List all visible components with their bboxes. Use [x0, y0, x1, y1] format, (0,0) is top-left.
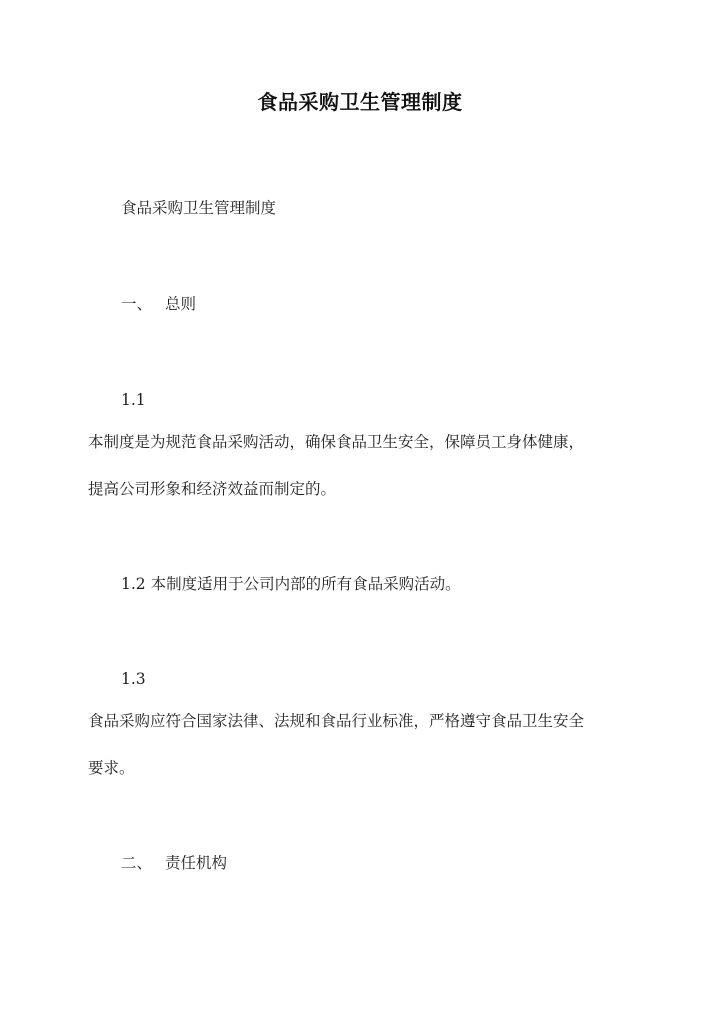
clause-1-1-line-1: 本制度是为规范食品采购活动，确保食品卫生安全，保障员工身体健康，: [88, 433, 585, 451]
clause-1-1-line-2: 提高公司形象和经济效益而制定的。: [88, 480, 337, 498]
section-title: 责任机构: [165, 854, 228, 872]
clause-1-2: 1.2 本制度适用于公司内部的所有食品采购活动。: [121, 575, 461, 593]
clause-1-3-line-1: 食品采购应符合国家法律、法规和食品行业标准，严格遵守食品卫生安全: [88, 712, 585, 730]
document-title: 食品采购卫生管理制度: [257, 90, 463, 114]
section-heading-general: [121, 293, 196, 315]
document-subtitle: 食品采购卫生管理制度: [121, 199, 277, 217]
clause-number-1-3: 1.3: [121, 670, 146, 688]
section-heading-responsibility: [121, 852, 227, 874]
clause-number-1-1: 1.1: [121, 391, 146, 409]
section-number: 一、: [121, 295, 153, 313]
section-title: 总则: [165, 295, 197, 313]
clause-1-3-line-2: 要求。: [88, 759, 135, 777]
section-number: 二、: [121, 854, 153, 872]
